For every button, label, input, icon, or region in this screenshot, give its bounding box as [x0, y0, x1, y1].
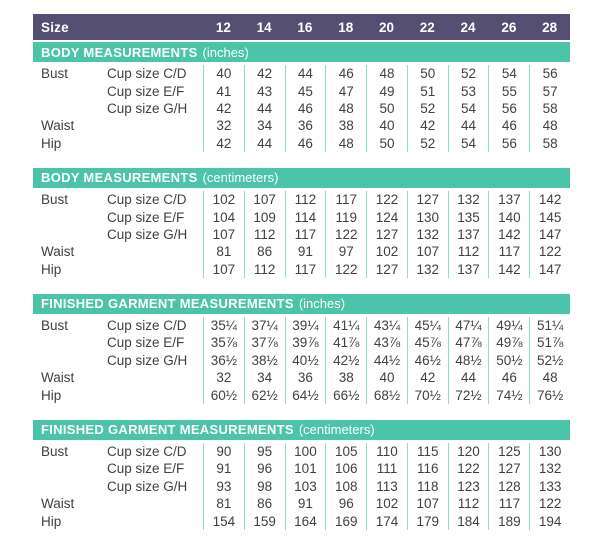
row-label: Bust: [41, 66, 69, 82]
size-column-header: 18: [338, 19, 354, 35]
row-sublabel: Cup size G/H: [107, 226, 188, 242]
section-finished-garment-measurements-centimeters: [33, 420, 570, 530]
measurement-value: 38: [325, 369, 366, 386]
measurement-value: 43: [244, 82, 285, 99]
measurement-value: 112: [448, 243, 489, 260]
measurement-value: 91: [203, 460, 244, 477]
section-band: [33, 294, 570, 314]
measurement-value: 42: [244, 65, 285, 82]
measurement-value: 38: [325, 117, 366, 134]
measurement-value: 132: [407, 261, 448, 278]
measurement-value: 113: [366, 478, 407, 495]
measurement-value: 32: [203, 369, 244, 386]
measurement-value: 37¼: [244, 317, 285, 334]
measurement-value: 127: [366, 261, 407, 278]
measurement-value: 49¼: [488, 317, 529, 334]
measurement-value: 115: [407, 443, 448, 460]
measurement-value: 44: [244, 100, 285, 117]
row-label: [33, 478, 107, 495]
row-label: Hip: [41, 513, 62, 529]
row-label: [33, 226, 107, 243]
measurement-value: 104: [203, 208, 244, 225]
size-column-header: 20: [378, 19, 394, 35]
measurement-value: 112: [244, 226, 285, 243]
row-label: Bust: [41, 192, 69, 208]
measurement-value: 95: [244, 443, 285, 460]
measurement-value: 142: [529, 191, 570, 208]
measurement-value: 140: [488, 208, 529, 225]
measurement-value: 86: [244, 495, 285, 512]
section-rows: [33, 443, 570, 530]
measurement-value: 159: [244, 512, 285, 529]
measurement-value: 194: [529, 512, 570, 529]
measurement-value: 50: [366, 100, 407, 117]
measurement-value: 127: [366, 226, 407, 243]
measurement-value: 174: [366, 512, 407, 529]
section-body-measurements-centimeters: [33, 168, 570, 278]
size-column-header: 14: [256, 19, 272, 35]
measurement-value: 36½: [203, 352, 244, 369]
measurement-value: 46: [488, 117, 529, 134]
measurement-value: 122: [325, 261, 366, 278]
measurement-value: 58: [529, 100, 570, 117]
measurement-value: 132: [448, 191, 489, 208]
row-label: [33, 334, 107, 351]
measurement-value: 52: [407, 135, 448, 152]
measurement-value: 96: [244, 460, 285, 477]
measurement-value: 54: [448, 135, 489, 152]
measurement-value: 34: [244, 369, 285, 386]
measurement-value: 45¼: [407, 317, 448, 334]
measurement-value: 38½: [244, 352, 285, 369]
measurement-value: 36: [285, 117, 326, 134]
measurement-value: 53: [448, 82, 489, 99]
measurement-value: 147: [529, 226, 570, 243]
measurement-value: 46: [285, 100, 326, 117]
measurement-value: 32: [203, 117, 244, 134]
measurement-value: 50½: [488, 352, 529, 369]
measurement-value: 48: [529, 369, 570, 386]
measurement-value: 122: [325, 226, 366, 243]
measurement-value: 44: [448, 117, 489, 134]
measurement-row: [33, 386, 570, 403]
measurement-value: 44: [285, 65, 326, 82]
row-label: Bust: [41, 444, 69, 460]
measurement-value: 169: [325, 512, 366, 529]
measurement-value: 46½: [407, 352, 448, 369]
row-label: [33, 100, 107, 117]
measurement-value: 41⅞: [325, 334, 366, 351]
measurement-value: 68½: [366, 386, 407, 403]
row-sublabel: Cup size E/F: [107, 335, 185, 351]
measurement-value: 44: [448, 369, 489, 386]
row-sublabel: Cup size G/H: [107, 478, 188, 494]
measurement-value: 47¼: [448, 317, 489, 334]
size-header-row: [33, 14, 570, 40]
measurement-value: 48: [325, 100, 366, 117]
measurement-value: 66½: [325, 386, 366, 403]
measurement-value: 36: [285, 369, 326, 386]
measurement-value: 97: [325, 243, 366, 260]
measurement-value: 41¼: [325, 317, 366, 334]
section-title: FINISHED GARMENT MEASUREMENTS: [41, 296, 294, 312]
measurement-value: 47⅞: [448, 334, 489, 351]
measurement-value: 122: [529, 243, 570, 260]
measurement-value: 107: [407, 243, 448, 260]
measurement-value: 70½: [407, 386, 448, 403]
measurement-value: 106: [325, 460, 366, 477]
measurement-value: 100: [285, 443, 326, 460]
measurement-value: 56: [529, 65, 570, 82]
measurement-value: 52: [448, 65, 489, 82]
row-label: Waist: [41, 496, 75, 512]
measurement-value: 45⅞: [407, 334, 448, 351]
row-sublabel: [107, 512, 203, 529]
measurement-value: 48½: [448, 352, 489, 369]
measurement-value: 42: [203, 135, 244, 152]
measurement-value: 51¼: [529, 317, 570, 334]
row-label: Hip: [41, 387, 62, 403]
measurement-value: 137: [448, 226, 489, 243]
measurement-value: 110: [366, 443, 407, 460]
measurement-value: 40: [366, 369, 407, 386]
measurement-value: 42: [407, 117, 448, 134]
measurement-value: 98: [244, 478, 285, 495]
measurement-value: 91: [285, 495, 326, 512]
measurement-value: 90: [203, 443, 244, 460]
measurement-value: 49: [366, 82, 407, 99]
measurement-value: 120: [448, 443, 489, 460]
row-sublabel: Cup size C/D: [107, 318, 187, 334]
measurement-value: 50: [366, 135, 407, 152]
measurement-value: 46: [285, 135, 326, 152]
measurement-value: 107: [203, 261, 244, 278]
measurement-value: 117: [488, 495, 529, 512]
measurement-value: 46: [488, 369, 529, 386]
measurement-value: 147: [529, 261, 570, 278]
measurement-value: 107: [203, 226, 244, 243]
measurement-value: 62½: [244, 386, 285, 403]
row-sublabel: [107, 135, 203, 152]
row-label: Waist: [41, 118, 75, 134]
measurement-value: 52½: [529, 352, 570, 369]
row-sublabel: [107, 261, 203, 278]
row-sublabel: [107, 369, 203, 386]
measurement-value: 128: [488, 478, 529, 495]
measurement-value: 54: [488, 65, 529, 82]
row-label: Hip: [41, 261, 62, 277]
measurement-value: 81: [203, 495, 244, 512]
measurement-value: 49⅞: [488, 334, 529, 351]
measurement-row: [33, 243, 570, 260]
row-sublabel: Cup size C/D: [107, 192, 187, 208]
row-label: [33, 460, 107, 477]
measurement-value: 189: [488, 512, 529, 529]
section-unit: (centimeters): [202, 170, 279, 186]
measurement-value: 42: [407, 369, 448, 386]
measurement-value: 164: [285, 512, 326, 529]
measurement-value: 117: [285, 226, 326, 243]
measurement-row: [33, 495, 570, 512]
measurement-value: 91: [285, 243, 326, 260]
measurement-value: 54: [448, 100, 489, 117]
measurement-value: 43⅞: [366, 334, 407, 351]
measurement-value: 184: [448, 512, 489, 529]
measurement-row: [33, 117, 570, 134]
measurement-value: 58: [529, 135, 570, 152]
row-label: Waist: [41, 244, 75, 260]
measurement-value: 145: [529, 208, 570, 225]
measurement-value: 56: [488, 135, 529, 152]
measurement-value: 76½: [529, 386, 570, 403]
section-unit: (inches): [298, 296, 346, 312]
measurement-value: 40: [203, 65, 244, 82]
row-sublabel: [107, 117, 203, 134]
measurement-value: 52: [407, 100, 448, 117]
measurement-value: 39⅞: [285, 334, 326, 351]
measurement-value: 108: [325, 478, 366, 495]
measurement-value: 179: [407, 512, 448, 529]
section-body-measurements-inches: [33, 42, 570, 152]
size-column-header: 12: [215, 19, 231, 35]
measurement-value: 142: [488, 226, 529, 243]
measurement-value: 119: [325, 208, 366, 225]
section-rows: [33, 191, 570, 278]
measurement-row: [33, 317, 570, 334]
row-label: [33, 352, 107, 369]
size-column-header: 28: [542, 19, 558, 35]
measurement-value: 74½: [488, 386, 529, 403]
measurement-value: 123: [448, 478, 489, 495]
measurement-value: 42½: [325, 352, 366, 369]
measurement-value: 51: [407, 82, 448, 99]
measurement-value: 124: [366, 208, 407, 225]
row-sublabel: Cup size C/D: [107, 444, 187, 460]
row-label: Waist: [41, 370, 75, 386]
section-finished-garment-measurements-inches: [33, 294, 570, 404]
measurement-value: 116: [407, 460, 448, 477]
measurement-value: 42: [203, 100, 244, 117]
measurement-value: 107: [244, 191, 285, 208]
section-rows: [33, 317, 570, 404]
size-column-header: 22: [419, 19, 435, 35]
size-column-header: 26: [501, 19, 517, 35]
measurement-value: 112: [448, 495, 489, 512]
measurement-value: 56: [488, 100, 529, 117]
measurement-value: 44½: [366, 352, 407, 369]
measurement-value: 35¼: [203, 317, 244, 334]
measurement-value: 135: [448, 208, 489, 225]
measurement-sections: [33, 42, 570, 530]
measurement-value: 46: [325, 65, 366, 82]
measurement-value: 102: [366, 243, 407, 260]
measurement-value: 48: [325, 135, 366, 152]
measurement-value: 105: [325, 443, 366, 460]
measurement-value: 41: [203, 82, 244, 99]
measurement-value: 107: [407, 495, 448, 512]
measurement-value: 43¼: [366, 317, 407, 334]
measurement-row: [33, 352, 570, 369]
section-title: FINISHED GARMENT MEASUREMENTS: [41, 422, 294, 438]
measurement-row: [33, 135, 570, 152]
size-chart: [33, 14, 570, 530]
measurement-row: [33, 478, 570, 495]
row-sublabel: Cup size E/F: [107, 461, 185, 477]
section-band: [33, 42, 570, 62]
measurement-value: 102: [203, 191, 244, 208]
measurement-value: 112: [244, 261, 285, 278]
measurement-value: 102: [366, 495, 407, 512]
size-column-header: 24: [460, 19, 476, 35]
row-sublabel: Cup size E/F: [107, 209, 185, 225]
measurement-row: [33, 460, 570, 477]
measurement-value: 137: [488, 191, 529, 208]
measurement-value: 93: [203, 478, 244, 495]
row-label: Bust: [41, 318, 69, 334]
measurement-value: 96: [325, 495, 366, 512]
row-label: [33, 208, 107, 225]
measurement-value: 118: [407, 478, 448, 495]
measurement-value: 48: [529, 117, 570, 134]
measurement-row: [33, 208, 570, 225]
measurement-value: 81: [203, 243, 244, 260]
measurement-value: 122: [529, 495, 570, 512]
measurement-value: 127: [407, 191, 448, 208]
measurement-value: 35⅞: [203, 334, 244, 351]
row-label: Hip: [41, 135, 62, 151]
size-column-header: 16: [297, 19, 313, 35]
row-sublabel: [107, 243, 203, 260]
measurement-value: 130: [407, 208, 448, 225]
measurement-value: 55: [488, 82, 529, 99]
row-label: [33, 82, 107, 99]
measurement-row: [33, 443, 570, 460]
measurement-value: 127: [488, 460, 529, 477]
size-label: Size: [41, 19, 69, 35]
measurement-value: 117: [285, 261, 326, 278]
measurement-value: 117: [488, 243, 529, 260]
measurement-value: 122: [366, 191, 407, 208]
measurement-value: 133: [529, 478, 570, 495]
measurement-value: 137: [448, 261, 489, 278]
measurement-value: 125: [488, 443, 529, 460]
measurement-value: 101: [285, 460, 326, 477]
section-unit: (centimeters): [298, 422, 375, 438]
measurement-value: 103: [285, 478, 326, 495]
measurement-value: 37⅞: [244, 334, 285, 351]
measurement-value: 39¼: [285, 317, 326, 334]
measurement-value: 154: [203, 512, 244, 529]
measurement-value: 132: [529, 460, 570, 477]
row-sublabel: Cup size C/D: [107, 66, 187, 82]
measurement-row: [33, 512, 570, 529]
measurement-value: 60½: [203, 386, 244, 403]
measurement-value: 122: [448, 460, 489, 477]
measurement-value: 34: [244, 117, 285, 134]
row-sublabel: [107, 386, 203, 403]
measurement-value: 44: [244, 135, 285, 152]
measurement-value: 40: [366, 117, 407, 134]
section-band: [33, 168, 570, 188]
measurement-value: 130: [529, 443, 570, 460]
measurement-value: 51⅞: [529, 334, 570, 351]
row-sublabel: Cup size G/H: [107, 100, 188, 116]
measurement-value: 86: [244, 243, 285, 260]
measurement-row: [33, 226, 570, 243]
measurement-value: 64½: [285, 386, 326, 403]
measurement-value: 57: [529, 82, 570, 99]
section-band: [33, 420, 570, 440]
measurement-row: [33, 100, 570, 117]
measurement-value: 111: [366, 460, 407, 477]
measurement-row: [33, 334, 570, 351]
measurement-value: 132: [407, 226, 448, 243]
section-title: BODY MEASUREMENTS: [41, 44, 198, 60]
measurement-value: 48: [366, 65, 407, 82]
measurement-value: 112: [285, 191, 326, 208]
row-sublabel: Cup size G/H: [107, 352, 188, 368]
measurement-row: [33, 65, 570, 82]
measurement-value: 72½: [448, 386, 489, 403]
measurement-value: 47: [325, 82, 366, 99]
measurement-value: 50: [407, 65, 448, 82]
measurement-row: [33, 82, 570, 99]
row-sublabel: [107, 495, 203, 512]
measurement-row: [33, 261, 570, 278]
section-title: BODY MEASUREMENTS: [41, 170, 198, 186]
measurement-value: 117: [325, 191, 366, 208]
section-rows: [33, 65, 570, 152]
measurement-row: [33, 369, 570, 386]
measurement-value: 109: [244, 208, 285, 225]
measurement-value: 40½: [285, 352, 326, 369]
measurement-value: 45: [285, 82, 326, 99]
row-sublabel: Cup size E/F: [107, 83, 185, 99]
measurement-value: 142: [488, 261, 529, 278]
section-unit: (inches): [202, 44, 249, 60]
measurement-row: [33, 191, 570, 208]
measurement-value: 114: [285, 208, 326, 225]
